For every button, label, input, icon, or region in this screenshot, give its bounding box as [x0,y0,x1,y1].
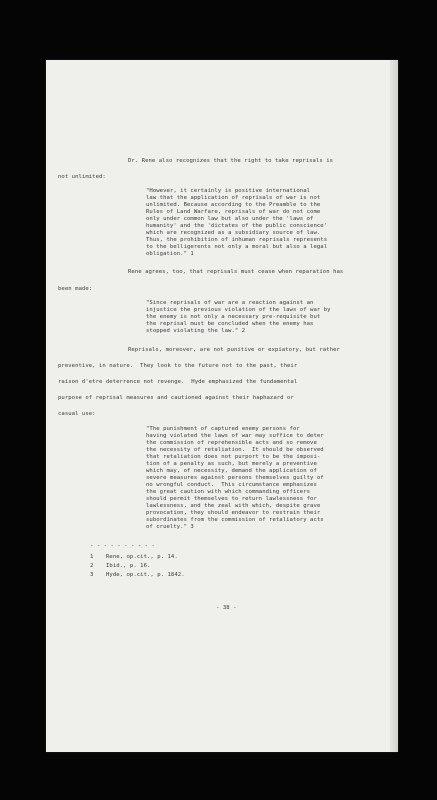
page-text [46,60,398,752]
quote-line: lawlessness, and the zeal with which, despite grave [146,503,321,509]
quote-line: "Since reprisals of war are a reaction against an [146,300,314,306]
footnote-number: 1 [90,554,94,560]
quote-line: "The punishment of captured enemy persons for [146,426,300,432]
body-line: been made: [58,286,93,292]
quote-line: which are recognized as a subsidiary source of law. [146,230,321,236]
quote-line: that retaliation does not purport to be the imposi- [146,454,321,460]
quote-line: stopped violating the law." 2 [146,328,246,334]
body-line: raison d'etre deterrence not revenge. Hyde emphasized the fundamental [58,379,298,385]
footnote-text: Hyde, op.cit., p. 1842. [106,572,185,578]
page-number: - 38 - [216,605,237,611]
quote-line: unlimited. Because according to the Preamble to the [146,202,321,208]
quote-line: Rules of Land Warfare, reprisals of war do not come [146,209,321,215]
document-page [46,60,398,752]
quote-line: Thus, the prohibition of inhuman reprisals represents [146,237,328,243]
footnote-text: Rene, op.cit., p. 14. [106,554,178,560]
footnote-separator: - - - - - - - - - - [90,543,155,549]
body-line: purpose of reprisal measures and cautioned against their haphazard or [58,395,294,401]
quote-line: the commission of reprehensible acts and so remove [146,440,317,446]
quote-line: no wrongful conduct. This circumstance emphasizes [146,482,317,488]
body-line: Reprisals, moreover, are not punitive or expiatory, but rather [128,347,340,353]
quote-line: tion of a penalty as such, but merely a preventive [146,461,317,467]
quote-line: should permit themselves to return lawlessness for [146,496,317,502]
quote-line: obligation." 1 [146,251,194,257]
intro-line: Dr. Rene also recognizes that the right to take reprisals is [128,158,334,164]
quote-line: the reprisal must be concluded when the enemy has [146,321,314,327]
quote-line: only under common law but also under the 'laws of [146,216,314,222]
body-line: preventive, in nature. They look to the future not to the past, their [58,363,298,369]
body-line: Rene agrees, too, that reprisals must cease when reparation has [128,269,344,275]
quote-line: which may, of necessity, demand the application of [146,468,317,474]
quote-line: humanity' and the 'dictates of the public conscience' [146,223,328,229]
quote-line: of cruelty." 3 [146,524,194,530]
quote-line: to the belligerents not only a moral but also a legal [146,244,328,250]
quote-line: injustice the previous violation of the laws of war by [146,307,331,313]
quote-line: severe measures against persons themselves guilty of [146,475,324,481]
quote-line: the enemy is not only a necessary pre-requisite but [146,314,321,320]
quote-line: the necessity of retaliation. It should be observed [146,447,324,453]
quote-line: the great caution with which commanding officers [146,489,311,495]
footnote-number: 2 [90,563,94,569]
footnote-text: Ibid., p. 16. [106,563,151,569]
quote-line: law that the application of reprisals of war is not [146,195,321,201]
quote-line: provocation, they should endeavor to restrain their [146,510,321,516]
quote-line: having violated the laws of war may suffice to deter [146,433,324,439]
body-line: casual use: [58,411,96,417]
quote-line: subordinates from the commission of retaliatory acts [146,517,324,523]
footnote-number: 3 [90,572,94,578]
intro-line: not unlimited: [58,174,106,180]
quote-line: "However, it certainly is positive international [146,188,311,194]
